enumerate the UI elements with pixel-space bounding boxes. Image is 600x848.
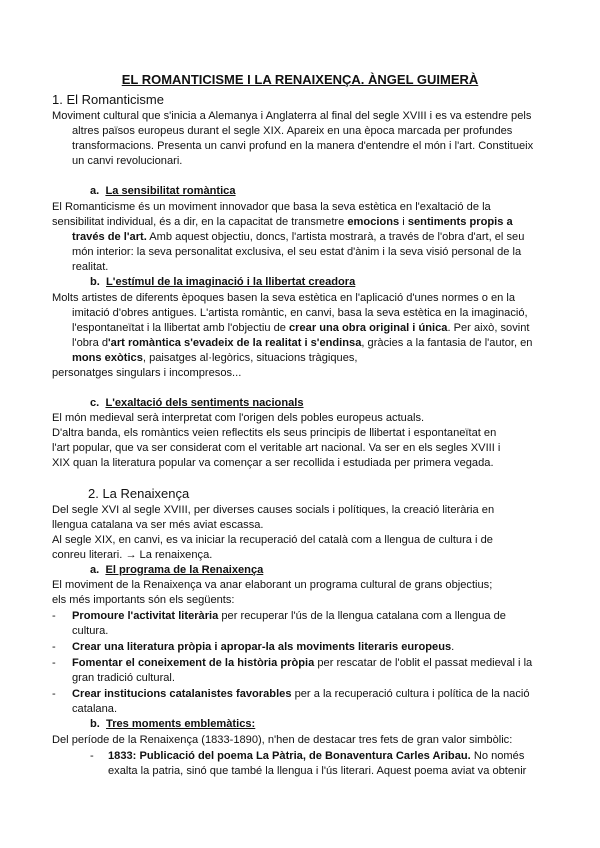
paragraph-line: sensibilitat individual, és a dir, en la capacitat de transmetre emocions i sentiments propis a bbox=[52, 216, 513, 228]
subsection-heading-sensibilitat: a. La sensibilitat romàntica bbox=[90, 185, 236, 197]
list-item-continuation: catalana. bbox=[72, 703, 118, 715]
paragraph-line: conreu literari. → La renaixença. bbox=[52, 549, 213, 561]
subsection-heading-sentiments-nacionals: c. L'exaltació dels sentiments nacionals bbox=[90, 397, 304, 409]
paragraph-line: llengua catalana va ser més aviat escassa. bbox=[52, 519, 264, 531]
subsection-heading-programa: a. El programa de la Renaixença bbox=[90, 564, 264, 576]
paragraph-line: El món medieval serà interpretat com l'origen dels pobles europeus actuals. bbox=[52, 412, 425, 424]
paragraph-line: personatges singulars i incompresos... bbox=[52, 367, 242, 379]
paragraph-line: realitat. bbox=[72, 261, 109, 273]
paragraph-line: els més importants són els següents: bbox=[52, 594, 235, 606]
paragraph-line: Del període de la Renaixença (1833-1890), n'hen de destacar tres fets de gran valor simbòlic: bbox=[52, 734, 513, 746]
paragraph-line: Molts artistes de diferents èpoques basen la seva estètica en l'aplicació d'unes normes o en la bbox=[52, 292, 516, 304]
paragraph-line: D'altra banda, els romàntics veien reflectits els seus principis de llibertat i espontaneïtat en bbox=[52, 427, 497, 439]
subsection-heading-tres-moments: b. Tres moments emblemàtics: bbox=[90, 718, 256, 730]
paragraph-line: món interior: la seva personalitat exclusiva, el seu estat d'ànim i la seva visió personal de la bbox=[72, 246, 522, 258]
paragraph-line: transformacions. Presenta un canvi profund en la manera d'entendre el món i l'art. Constitueix bbox=[72, 140, 534, 152]
paragraph-line: Del segle XVI al segle XVIII, per diverses causes socials i polítiques, la creació literària en bbox=[52, 504, 495, 516]
paragraph-line: l'espontaneïtat i la llibertat amb l'objectiu de crear una obra original i única. Per això, sovint bbox=[72, 322, 530, 334]
list-item-continuation: exalta la patria, sinó que també la llengua i l'ús literari. Aquest poema aviat va obtenir bbox=[108, 765, 527, 777]
list-item-continuation: gran tradició cultural. bbox=[72, 672, 175, 684]
paragraph-line: Al segle XIX, en canvi, es va iniciar la recuperació del català com a llengua de cultura i de bbox=[52, 534, 493, 546]
list-bullet: - bbox=[52, 641, 56, 653]
section-heading-renaixenca: 2. La Renaixença bbox=[88, 486, 190, 501]
paragraph-line: El Romanticisme és un moviment innovador que basa la seva estètica en l'exaltació de la bbox=[52, 201, 491, 213]
paragraph-line: altres països europeus durant el segle XIX. Apareix en una època marcada per profundes bbox=[72, 125, 513, 137]
paragraph-line: El moviment de la Renaixença va anar elaborant un programa cultural de grans objectius; bbox=[52, 579, 493, 591]
paragraph-line: un canvi revolucionari. bbox=[72, 155, 183, 167]
paragraph-line: través de l'art. Amb aquest objectiu, doncs, l'artista mostrarà, a través de l'obra d'art, el seu bbox=[72, 231, 525, 243]
list-item: 1833: Publicació del poema La Pàtria, de Bonaventura Carles Aribau. No només bbox=[108, 750, 525, 762]
list-item: Crear institucions catalanistes favorables per a la recuperació cultura i política de la nació bbox=[72, 688, 530, 700]
document-title: EL ROMANTICISME I LA RENAIXENÇA. ÀNGEL GUIMERÀ bbox=[121, 72, 479, 87]
paragraph-line: imitació d'obres antigues. L'artista romàntic, en canvi, basa la seva estètica en la imaginació, bbox=[72, 307, 528, 319]
paragraph-line: l'art popular, que va ser considerat com el veritable art nacional. Va ser en els segles XVIII i bbox=[52, 442, 501, 454]
list-item-continuation: cultura. bbox=[72, 625, 109, 637]
paragraph-line: mons exòtics, paisatges al·legòrics, situacions tràgiques, bbox=[72, 352, 358, 364]
list-bullet: - bbox=[52, 657, 56, 669]
list-item: Fomentar el coneixement de la història pròpia per rescatar de l'oblit el passat medieval i la bbox=[72, 657, 533, 669]
list-bullet: - bbox=[52, 610, 56, 622]
list-item: Crear una literatura pròpia i apropar-la als moviments literaris europeus. bbox=[72, 641, 455, 653]
paragraph-line: XIX quan la literatura popular va començar a ser recollida i estudiada per primera vegada. bbox=[52, 457, 494, 469]
list-bullet: - bbox=[90, 750, 94, 762]
subsection-heading-imaginacio: b. L'estímul de la imaginació i la llibertat creadora bbox=[90, 276, 356, 288]
section-heading-romanticisme: 1. El Romanticisme bbox=[52, 92, 164, 107]
list-item: Promoure l'activitat literària per recuperar l'ús de la llengua catalana com a llengua de bbox=[72, 610, 506, 622]
list-bullet: - bbox=[52, 688, 56, 700]
paragraph-line: l'obra d'art romàntica s'evadeix de la realitat i s'endinsa, gràcies a la fantasia de l'autor, en bbox=[72, 337, 533, 349]
paragraph-line: Moviment cultural que s'inicia a Alemanya i Anglaterra al final del segle XVIII i es va estendre pels bbox=[52, 110, 532, 122]
